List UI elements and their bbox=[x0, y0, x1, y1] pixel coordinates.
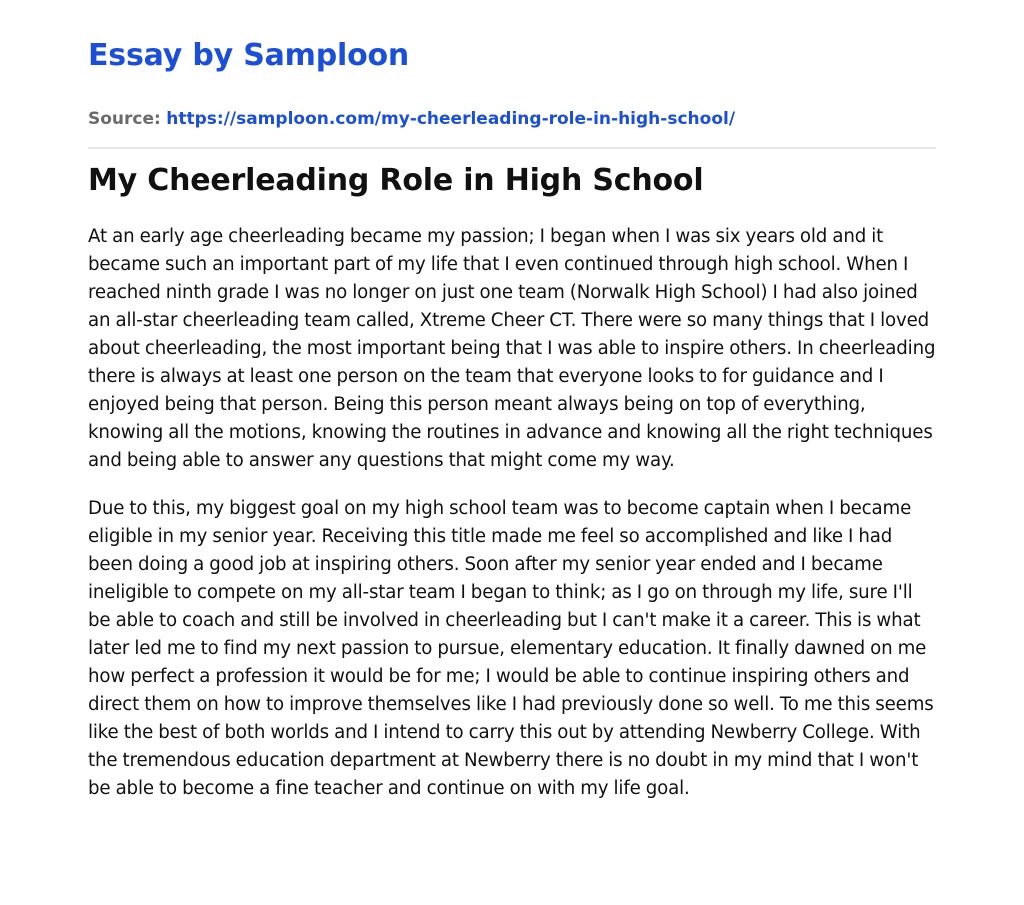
essay-paragraph-2: Due to this, my biggest goal on my high school team was to become captain when I became eligible in my senior year. Receiving this title made me feel so accomplished and like I had been doing a good job at inspiring others. Soon after my senior year ended and I became ineligible to compete on my all-star team I began to think; as I go on through my life, sure I'll be able to coach and still be involved in cheerleading but I can't make it a career. This is what later led me to find my next passion to pursue, elementary education. It finally dawned on me how perfect a profession it would be for me; I would be able to continue inspiring others and direct them on how to improve themselves like I had previously done so well. To me this seems like the best of both worlds and I intend to carry this out by attending Newberry College. With the tremendous education department at Newberry there is no doubt in my mind that I won't be able to become a fine teacher and continue on with my life goal. bbox=[88, 498, 934, 799]
essay-paragraph-1: At an early age cheerleading became my passion; I began when I was six years old and it became such an important part of my life that I even continued through high school. When I reached ninth grade I was no longer on just one team (Norwalk High School) I had also joined an all-star cheerleading team called, Xtreme Cheer CT. There were so many things that I loved about cheerleading, the most important being that I was able to inspire others. In cheerleading there is always at least one person on the team that everyone looks to for guidance and I enjoyed being that person. Being this person meant always being on top of everything, knowing all the motions, knowing the routines in advance and knowing all the right techniques and being able to answer any questions that might come my way. bbox=[88, 226, 936, 471]
divider bbox=[88, 147, 936, 149]
source-link[interactable]: https://samploon.com/my-cheerleading-role-in-high-school/ bbox=[166, 109, 736, 129]
source-line bbox=[88, 106, 936, 132]
essay-page bbox=[88, 0, 936, 803]
site-brand-title: Essay by Samploon bbox=[88, 38, 410, 73]
source-label: Source: bbox=[88, 109, 161, 129]
essay-title: My Cheerleading Role in High School bbox=[88, 163, 704, 198]
